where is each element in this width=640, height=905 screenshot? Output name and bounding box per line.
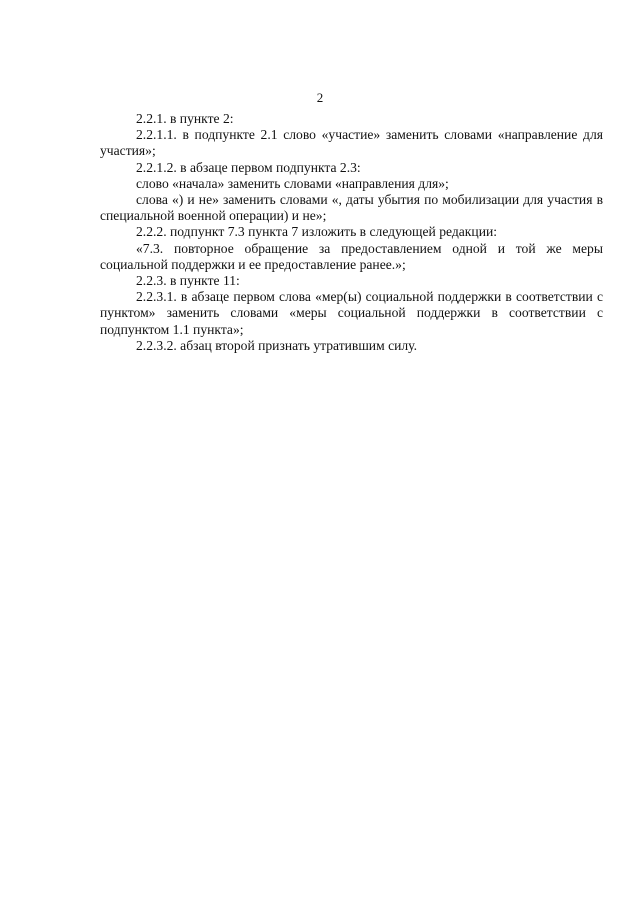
paragraph-2-2-1: 2.2.1. в пункте 2:: [136, 111, 234, 126]
paragraph-2-2-1-2: 2.2.1.2. в абзаце первом подпункта 2.3:: [136, 159, 361, 175]
paragraph-2-2-3: 2.2.3. в пункте 11:: [136, 273, 240, 289]
paragraph-2-2-1-1: 2.2.1.1. в подпункте 2.1 слово «участие» заменить словами «направление для участия»;: [100, 127, 603, 159]
paragraph-2-2-3-1: 2.2.3.1. в абзаце первом слова «мер(ы) социальной поддержки в соответствии с пунктом» заменить словами «меры социальной поддержки в соответствии с подпунктом 1.1 пункта»;: [100, 289, 603, 337]
document-body: [100, 111, 603, 354]
paragraph-2-2-2: 2.2.2. подпункт 7.3 пункта 7 изложить в следующей редакции:: [136, 224, 498, 240]
page-number: 2: [316, 90, 324, 105]
paragraph-words-i-ne: слова «) и не» заменить словами «, даты убытия по мобилизации для участия в специальной военной операции) и не»;: [100, 192, 603, 224]
paragraph-2-2-3-2: 2.2.3.2. абзац второй признать утратившим силу.: [136, 337, 418, 353]
paragraph-7-3-quote: «7.3. повторное обращение за предоставлением одной и той же меры социальной поддержки и ее предоставление ранее.»;: [100, 240, 603, 272]
paragraph-word-nachala: слово «начала» заменить словами «направления для»;: [136, 175, 449, 191]
